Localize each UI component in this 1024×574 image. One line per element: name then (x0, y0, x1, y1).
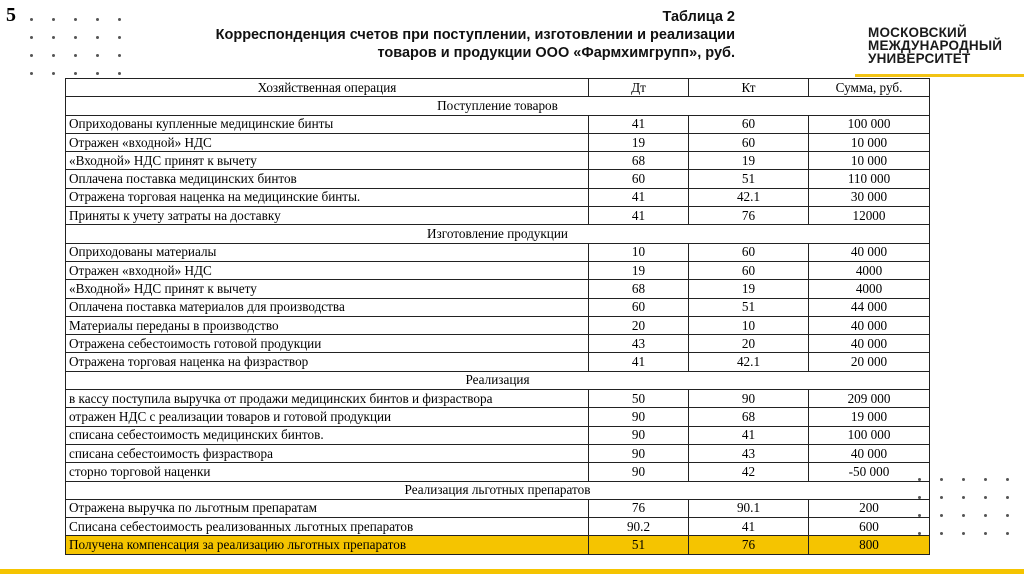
header-dt: Дт (589, 79, 689, 97)
kt-cell: 76 (689, 536, 809, 554)
sum-cell: 40 000 (809, 335, 930, 353)
dt-cell: 41 (589, 115, 689, 133)
operation-cell: сторно торговой наценки (66, 463, 589, 481)
decorative-dot (52, 36, 55, 39)
dt-cell: 60 (589, 170, 689, 188)
decorative-dot (962, 496, 965, 499)
operation-cell: «Входной» НДС принят к вычету (66, 152, 589, 170)
table-row (66, 353, 930, 371)
kt-cell: 60 (689, 261, 809, 279)
sum-cell: 44 000 (809, 298, 930, 316)
table-title-line: Корреспонденция счетов при поступлении, изготовлении и реализации (215, 27, 735, 43)
decorative-dot (962, 514, 965, 517)
decorative-dot (940, 514, 943, 517)
table-row (66, 390, 930, 408)
dt-cell: 41 (589, 207, 689, 225)
decorative-dot (962, 532, 965, 535)
table-row (66, 280, 930, 298)
decorative-dot (940, 478, 943, 481)
decorative-dot (118, 36, 121, 39)
kt-cell: 76 (689, 207, 809, 225)
decorative-dot (52, 54, 55, 57)
dt-cell: 19 (589, 133, 689, 151)
table-title-number: Таблица 2 (662, 9, 735, 25)
decorative-dot (118, 18, 121, 21)
section-title: Поступление товаров (66, 97, 930, 115)
operation-cell: списана себестоимость физраствора (66, 444, 589, 462)
operation-cell: Приняты к учету затраты на доставку (66, 207, 589, 225)
kt-cell: 51 (689, 170, 809, 188)
kt-cell: 20 (689, 335, 809, 353)
kt-cell: 43 (689, 444, 809, 462)
dt-cell: 20 (589, 316, 689, 334)
table-row (66, 298, 930, 316)
dt-cell: 41 (589, 353, 689, 371)
dt-cell: 60 (589, 298, 689, 316)
sum-cell: -50 000 (809, 463, 930, 481)
dt-cell: 90 (589, 444, 689, 462)
slide-number: 5 (6, 4, 16, 26)
section-title: Реализация (66, 371, 930, 389)
operation-cell: Отражена себестоимость готовой продукции (66, 335, 589, 353)
table-row (66, 408, 930, 426)
section-title: Изготовление продукции (66, 225, 930, 243)
dt-cell: 43 (589, 335, 689, 353)
decorative-dot (74, 72, 77, 75)
dt-cell: 51 (589, 536, 689, 554)
operation-cell: Оприходованы купленные медицинские бинты (66, 115, 589, 133)
decorative-dot (30, 54, 33, 57)
dt-cell: 10 (589, 243, 689, 261)
dt-cell: 90.2 (589, 518, 689, 536)
sum-cell: 40 000 (809, 316, 930, 334)
sum-cell: 209 000 (809, 390, 930, 408)
operation-cell: Отражена торговая наценка на физраствор (66, 353, 589, 371)
operation-cell: Оплачена поставка материалов для производства (66, 298, 589, 316)
header-sum: Сумма, руб. (809, 79, 930, 97)
correspondence-table (65, 78, 930, 555)
decorative-dot (30, 36, 33, 39)
sum-cell: 110 000 (809, 170, 930, 188)
decorative-dot (1006, 532, 1009, 535)
decorative-dot (1006, 496, 1009, 499)
decorative-dot (30, 72, 33, 75)
logo-line: МЕЖДУНАРОДНЫЙ (868, 38, 1003, 53)
decorative-dot (96, 72, 99, 75)
dt-cell: 90 (589, 426, 689, 444)
decorative-dot (96, 36, 99, 39)
kt-cell: 42 (689, 463, 809, 481)
header-operation: Хозяйственная операция (66, 79, 589, 97)
bottom-accent-bar (0, 569, 1024, 574)
header-kt: Кт (689, 79, 809, 97)
university-logo (868, 26, 1002, 65)
table-row (66, 188, 930, 206)
decorative-dot (74, 36, 77, 39)
operation-cell: Отражен «входной» НДС (66, 133, 589, 151)
decorative-dot (984, 532, 987, 535)
decorative-dot (74, 18, 77, 21)
operation-cell: отражен НДС с реализации товаров и готовой продукции (66, 408, 589, 426)
decorative-dot (1006, 514, 1009, 517)
sum-cell: 19 000 (809, 408, 930, 426)
decorative-dot (984, 514, 987, 517)
kt-cell: 90.1 (689, 499, 809, 517)
table-title (150, 8, 735, 62)
decorative-dot (96, 18, 99, 21)
table-row (66, 463, 930, 481)
kt-cell: 42.1 (689, 353, 809, 371)
sum-cell: 40 000 (809, 243, 930, 261)
operation-cell: Отражена торговая наценка на медицинские бинты. (66, 188, 589, 206)
sum-cell: 12000 (809, 207, 930, 225)
dt-cell: 41 (589, 188, 689, 206)
sum-cell: 30 000 (809, 188, 930, 206)
sum-cell: 100 000 (809, 115, 930, 133)
kt-cell: 60 (689, 133, 809, 151)
table-row (66, 243, 930, 261)
decorative-dot (118, 54, 121, 57)
kt-cell: 19 (689, 152, 809, 170)
decorative-dot (1006, 478, 1009, 481)
operation-cell: Списана себестоимость реализованных льготных препаратов (66, 518, 589, 536)
table-row (66, 170, 930, 188)
decorative-dot (30, 18, 33, 21)
sum-cell: 4000 (809, 280, 930, 298)
kt-cell: 60 (689, 115, 809, 133)
kt-cell: 19 (689, 280, 809, 298)
section-title: Реализация льготных препаратов (66, 481, 930, 499)
table-row (66, 499, 930, 517)
kt-cell: 10 (689, 316, 809, 334)
kt-cell: 90 (689, 390, 809, 408)
table-row (66, 518, 930, 536)
table-header-row (66, 79, 930, 97)
dt-cell: 68 (589, 280, 689, 298)
sum-cell: 100 000 (809, 426, 930, 444)
operation-cell: Оплачена поставка медицинских бинтов (66, 170, 589, 188)
decorative-dot (940, 532, 943, 535)
table-row (66, 426, 930, 444)
sum-cell: 10 000 (809, 133, 930, 151)
section-row (66, 371, 930, 389)
decorative-dot (984, 496, 987, 499)
operation-cell: списана себестоимость медицинских бинтов. (66, 426, 589, 444)
dt-cell: 19 (589, 261, 689, 279)
operation-cell: в кассу поступила выручка от продажи медицинских бинтов и физраствора (66, 390, 589, 408)
table-row (66, 261, 930, 279)
section-row (66, 481, 930, 499)
section-row (66, 225, 930, 243)
dt-cell: 68 (589, 152, 689, 170)
decorative-dot (118, 72, 121, 75)
dt-cell: 76 (589, 499, 689, 517)
sum-cell: 40 000 (809, 444, 930, 462)
sum-cell: 800 (809, 536, 930, 554)
table-row (66, 207, 930, 225)
kt-cell: 60 (689, 243, 809, 261)
table-row (66, 316, 930, 334)
operation-cell: Оприходованы материалы (66, 243, 589, 261)
kt-cell: 41 (689, 426, 809, 444)
decorative-dot (962, 478, 965, 481)
kt-cell: 42.1 (689, 188, 809, 206)
sum-cell: 4000 (809, 261, 930, 279)
sum-cell: 10 000 (809, 152, 930, 170)
decorative-dot (52, 18, 55, 21)
sum-cell: 200 (809, 499, 930, 517)
dt-cell: 50 (589, 390, 689, 408)
sum-cell: 20 000 (809, 353, 930, 371)
logo-accent-bar (855, 74, 1024, 77)
dt-cell: 90 (589, 408, 689, 426)
logo-line: МОСКОВСКИЙ (868, 25, 967, 40)
operation-cell: «Входной» НДС принят к вычету (66, 280, 589, 298)
decorative-dot (52, 72, 55, 75)
table-row (66, 335, 930, 353)
kt-cell: 68 (689, 408, 809, 426)
operation-cell: Отражен «входной» НДС (66, 261, 589, 279)
decorative-dot (74, 54, 77, 57)
table-row (66, 444, 930, 462)
operation-cell: Отражена выручка по льготным препаратам (66, 499, 589, 517)
table-title-line: товаров и продукции ООО «Фармхимгрупп», руб. (377, 45, 735, 61)
section-row (66, 97, 930, 115)
decorative-dot (96, 54, 99, 57)
decorative-dot (940, 496, 943, 499)
operation-cell: Получена компенсация за реализацию льготных препаратов (66, 536, 589, 554)
table-row (66, 536, 930, 554)
operation-cell: Материалы переданы в производство (66, 316, 589, 334)
logo-line: УНИВЕРСИТЕТ (868, 51, 971, 66)
table-row (66, 133, 930, 151)
table-row (66, 152, 930, 170)
dt-cell: 90 (589, 463, 689, 481)
sum-cell: 600 (809, 518, 930, 536)
table-row (66, 115, 930, 133)
kt-cell: 51 (689, 298, 809, 316)
kt-cell: 41 (689, 518, 809, 536)
decorative-dot (984, 478, 987, 481)
